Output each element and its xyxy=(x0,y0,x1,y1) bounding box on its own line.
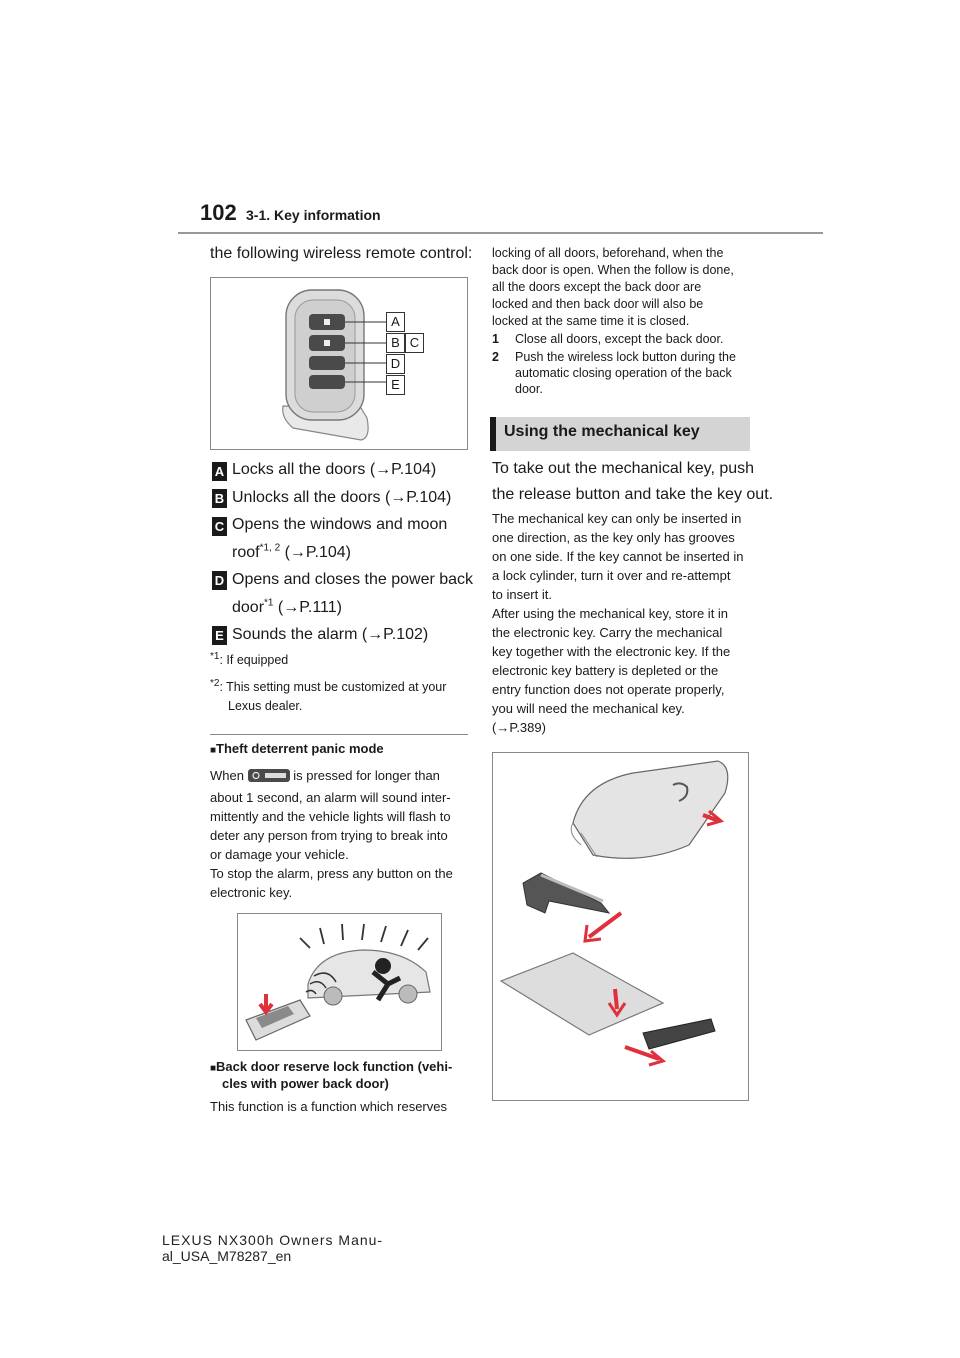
theft-when: When xyxy=(210,768,244,783)
theft-line: or damage your vehicle. xyxy=(210,847,349,862)
mech-line: The mechanical key can only be inserted in xyxy=(492,511,742,526)
item-b-text: Unlocks all the doors (→P.104) xyxy=(232,489,452,506)
footnote-divider xyxy=(210,734,468,735)
callout-c: C xyxy=(405,333,424,353)
back-door-heading-line1: Back door reserve lock function (vehi- xyxy=(216,1059,453,1074)
header-divider xyxy=(178,232,823,234)
footer xyxy=(162,1232,383,1264)
letter-badge-c: C xyxy=(212,517,227,536)
section-heading-text: Using the mechanical key xyxy=(504,423,700,440)
mech-line: After using the mechanical key, store it in xyxy=(492,606,729,621)
footnote-2 xyxy=(210,679,446,696)
letter-badge-a: A xyxy=(212,462,227,481)
mech-line: the electronic key. Carry the mechanical xyxy=(492,625,723,640)
alarm-hold-button-icon xyxy=(248,768,290,781)
mech-line: key together with the electronic key. If the xyxy=(492,644,731,659)
footnote-1 xyxy=(210,652,288,669)
item-d-line2 xyxy=(232,596,342,620)
cont-line: locked at the same time it is closed. xyxy=(492,314,690,328)
cont-line: all the doors except the back door are xyxy=(492,280,702,294)
cont-line: locking of all doors, beforehand, when the xyxy=(492,246,724,260)
mech-line: on one side. If the key cannot be inserted in xyxy=(492,549,744,564)
back-door-continued xyxy=(492,245,754,330)
mech-line: entry function does not operate properly, xyxy=(492,682,725,697)
footnote-1-text: : If equipped xyxy=(219,653,289,667)
theft-line: mittently and the vehicle lights will flash to xyxy=(210,809,451,824)
footnote-2-mark: *2 xyxy=(210,677,220,689)
item-c-footnote-ref: *1, 2 xyxy=(259,542,281,554)
page-number: 102 xyxy=(200,200,237,225)
mech-line: a lock cylinder, turn it over and re-attempt xyxy=(492,568,731,583)
item-c-ref: (→P.104) xyxy=(280,544,352,561)
mech-line: to insert it. xyxy=(492,587,552,602)
step-1-number: 1 xyxy=(492,332,499,346)
item-e-text: Sounds the alarm (→P.102) xyxy=(232,626,429,643)
section-heading-bar xyxy=(490,417,496,451)
letter-badge-e: E xyxy=(212,626,227,645)
item-c-line1: Opens the windows and moon xyxy=(232,516,448,533)
footer-line2: al_USA_M78287_en xyxy=(162,1248,292,1264)
lead-line-1: To take out the mechanical key, push xyxy=(492,460,755,477)
theft-line: deter any person from trying to break into xyxy=(210,828,448,843)
section-title: 3-1. Key information xyxy=(246,207,381,223)
key-fob-figure xyxy=(210,277,468,450)
back-door-text: This function is a function which reserves xyxy=(210,1099,447,1114)
section-heading-band xyxy=(490,417,750,451)
alarm-figure xyxy=(237,913,442,1051)
step-2-number: 2 xyxy=(492,350,499,364)
footnote-1-mark: *1 xyxy=(210,650,220,662)
step-2-line2: automatic closing operation of the back xyxy=(515,366,732,380)
lead-line-2: the release button and take the key out. xyxy=(492,486,774,503)
theft-line: about 1 second, an alarm will sound inter- xyxy=(210,790,451,805)
mech-line: one direction, as the key only has grooves xyxy=(492,530,735,545)
step-2-line1: Push the wireless lock button during the xyxy=(515,350,736,364)
mech-line: (→P.389) xyxy=(492,720,546,735)
item-d-word: door xyxy=(232,599,265,616)
footnote-2-text: : This setting must be customized at your xyxy=(219,680,447,694)
back-door-heading: ■Back door reserve lock function (vehi- xyxy=(210,1059,453,1074)
theft-paragraph xyxy=(210,766,470,902)
mech-line: electronic key battery is depleted or the xyxy=(492,663,719,678)
item-d-line1: Opens and closes the power back xyxy=(232,571,474,588)
step-2-line3: door. xyxy=(515,382,543,396)
theft-pressed: is pressed for longer than xyxy=(293,768,440,783)
item-c-line2 xyxy=(232,541,351,565)
item-c-word: roof xyxy=(232,544,260,561)
mech-line: you will need the mechanical key. xyxy=(492,701,685,716)
alarm-illustration xyxy=(238,914,441,1050)
footnote-2-cont: Lexus dealer. xyxy=(228,699,303,713)
footer-line1: LEXUS NX300h Owners Manu- xyxy=(162,1232,384,1248)
key-fob-illustration xyxy=(211,278,467,449)
cont-line: back door is open. When the follow is done, xyxy=(492,263,734,277)
mechanical-key-illustration xyxy=(493,753,748,1100)
back-door-heading-line2: cles with power back door) xyxy=(222,1076,389,1091)
theft-line-first xyxy=(210,766,470,785)
letter-badge-d: D xyxy=(212,571,227,590)
intro-text: the following wireless remote control: xyxy=(210,245,473,262)
cont-line: locked and then back door will also be xyxy=(492,297,704,311)
callout-d: D xyxy=(386,354,405,374)
callout-a: A xyxy=(386,312,405,332)
theft-heading-text: Theft deterrent panic mode xyxy=(216,741,384,756)
letter-badge-b: B xyxy=(212,489,227,508)
item-d-ref: (→P.111) xyxy=(273,599,342,616)
theft-line: electronic key. xyxy=(210,885,293,900)
callout-e: E xyxy=(386,375,405,395)
item-a-text: Locks all the doors (→P.104) xyxy=(232,461,437,478)
step-1-text: Close all doors, except the back door. xyxy=(515,332,724,346)
item-d-footnote-ref: *1 xyxy=(264,597,274,609)
mech-paragraph xyxy=(492,509,754,737)
callout-b: B xyxy=(386,333,405,353)
theft-heading: ■Theft deterrent panic mode xyxy=(210,741,384,756)
mechanical-key-figure xyxy=(492,752,749,1101)
theft-line: To stop the alarm, press any button on the xyxy=(210,866,453,881)
